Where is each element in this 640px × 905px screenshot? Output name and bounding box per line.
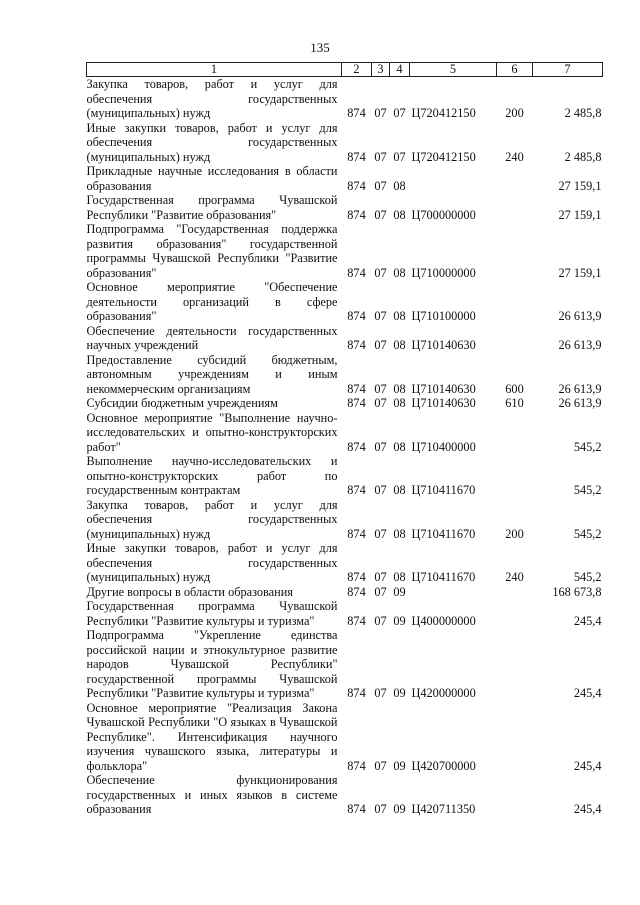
row-amount-cell: 545,2 [573,483,602,497]
row-target-article-cell: Ц710411670 [411,526,476,541]
row-name-cell: Обеспечение функционирования государственных и иных языков в системе образования [86,773,338,816]
row-subsection-cell: 07 [393,149,406,164]
table-row [87,541,603,585]
row-subsection-cell: 08 [393,483,406,497]
row-subsection-cell: 08 [393,526,406,541]
row-grbs-cell: 874 [347,584,366,599]
row-expense-type-cell [497,164,533,193]
row-grbs-cell: 874 [347,207,366,222]
header-row [87,63,603,77]
row-grbs-cell: 874 [347,802,366,816]
table-row [87,396,603,411]
row-target-article-cell: Ц710411670 [411,483,476,497]
row-name-cell: Закупка товаров, работ и услуг для обеспечения государственных (муниципальных) нужд [86,77,338,120]
row-target-article-cell: Ц400000000 [411,613,476,628]
row-amount-cell: 245,4 [573,613,602,628]
table-row [87,324,603,353]
row-subsection-cell: 08 [393,570,406,584]
row-grbs-cell: 874 [347,570,366,584]
table-row [87,628,603,701]
row-target-article-cell: Ц720412150 [411,149,476,164]
row-grbs-cell: 874 [347,338,366,352]
table-row [87,585,603,600]
row-amount-cell: 2 485,8 [564,149,602,164]
row-name-cell: Прикладные научные исследования в области образования [86,164,338,193]
row-grbs-cell: 874 [347,178,366,193]
row-grbs-cell: 874 [347,396,366,410]
row-expense-type-cell [497,193,533,222]
header-col-2: 2 [342,63,372,77]
row-amount-cell: 27 159,1 [558,207,602,222]
table-row [87,599,603,628]
header-col-3: 3 [372,63,390,77]
row-amount-cell: 26 613,9 [558,396,602,410]
table-row [87,454,603,498]
row-target-article-cell: Ц710140630 [411,381,476,396]
row-target-article-cell [410,164,497,193]
row-name-cell: Закупка товаров, работ и услуг для обеспечения государственных (муниципальных) нужд [86,497,338,541]
row-expense-type-cell [497,454,533,498]
row-section-cell: 07 [374,149,387,164]
row-section-cell: 07 [374,309,387,323]
row-expense-type-cell [497,773,533,817]
row-subsection-cell: 08 [393,381,406,396]
row-section-cell: 07 [374,758,387,773]
table-row [87,164,603,193]
row-amount-cell: 26 613,9 [558,338,602,352]
row-expense-type-cell [497,585,533,600]
row-section-cell: 07 [374,265,387,280]
row-grbs-cell: 874 [347,309,366,323]
row-target-article-cell [410,585,497,600]
row-expense-type-cell [497,411,533,455]
row-expense-type-cell [497,222,533,280]
row-subsection-cell: 09 [393,802,406,816]
row-grbs-cell: 874 [347,483,366,497]
table-row [87,77,603,121]
row-grbs-cell: 874 [347,381,366,396]
row-section-cell: 07 [374,439,387,454]
row-subsection-cell: 08 [393,338,406,352]
row-section-cell: 07 [374,396,387,410]
header-col-1: 1 [87,63,342,77]
row-expense-type-cell [497,324,533,353]
row-subsection-cell: 08 [393,265,406,280]
row-expense-type-cell [497,701,533,774]
row-target-article-cell: Ц720412150 [411,106,476,120]
row-amount-cell: 26 613,9 [558,309,602,323]
row-expense-type-cell [497,628,533,701]
row-section-cell: 07 [374,106,387,120]
table-row [87,773,603,817]
row-subsection-cell: 08 [393,396,406,410]
row-subsection-cell: 09 [393,584,406,599]
row-target-article-cell: Ц710400000 [411,439,476,454]
row-name-cell: Государственная программа Чувашской Республики "Развитие культуры и туризма" [86,599,338,628]
row-expense-type-cell: 200 [505,106,524,120]
row-name-cell: Основное мероприятие "Выполнение научно-исследовательских и опытно-конструкторских работ" [86,410,338,454]
row-section-cell: 07 [374,178,387,193]
row-section-cell: 07 [374,613,387,628]
row-amount-cell: 27 159,1 [558,265,602,280]
row-amount-cell: 545,2 [573,570,602,584]
row-amount-cell: 245,4 [573,758,602,773]
row-expense-type-cell: 200 [505,526,524,541]
row-subsection-cell: 09 [393,613,406,628]
table-body [87,77,603,817]
row-subsection-cell: 08 [393,439,406,454]
row-expense-type-cell [497,599,533,628]
row-section-cell: 07 [374,686,387,700]
row-expense-type-cell: 600 [505,381,524,396]
table-row [87,222,603,280]
row-name-cell: Государственная программа Чувашской Республики "Развитие образования" [86,193,338,222]
row-name-cell: Субсидии бюджетным учреждениям [86,396,278,410]
row-subsection-cell: 08 [393,207,406,222]
row-name-cell: Подпрограмма "Государственная поддержка развития образования" государственной программы Чувашской Республики "Развитие образования" [86,222,338,280]
table-row [87,193,603,222]
row-amount-cell: 168 673,8 [552,584,602,599]
row-grbs-cell: 874 [347,686,366,700]
row-name-cell: Выполнение научно-исследовательских и опытно-конструкторских работ по государственным контрактам [86,454,338,497]
row-section-cell: 07 [374,526,387,541]
row-grbs-cell: 874 [347,526,366,541]
row-name-cell: Основное мероприятие "Обеспечение деятельности организаций в сфере образования" [86,280,338,323]
row-amount-cell: 2 485,8 [564,106,602,120]
row-name-cell: Иные закупки товаров, работ и услуг для обеспечения государственных (муниципальных) нужд [86,541,338,584]
row-section-cell: 07 [374,338,387,352]
row-subsection-cell: 07 [393,106,406,120]
row-subsection-cell: 08 [393,178,406,193]
budget-table [86,62,603,817]
row-expense-type-cell: 610 [505,396,524,410]
row-section-cell: 07 [374,483,387,497]
row-name-cell: Обеспечение деятельности государственных научных учреждений [86,323,338,352]
header-col-4: 4 [390,63,410,77]
row-grbs-cell: 874 [347,613,366,628]
row-name-cell: Другие вопросы в области образования [86,584,293,599]
row-section-cell: 07 [374,570,387,584]
table-row [87,280,603,324]
header-col-7: 7 [533,63,603,77]
row-name-cell: Основное мероприятие "Реализация Закона Чувашской Республики "О языках в Чувашской Республике". Интенсификация научного изучения чувашского языка, литературы и фольклора" [86,700,338,773]
row-amount-cell: 26 613,9 [558,381,602,396]
row-grbs-cell: 874 [347,439,366,454]
row-expense-type-cell: 240 [505,149,524,164]
row-subsection-cell: 09 [393,758,406,773]
row-amount-cell: 545,2 [573,526,602,541]
row-section-cell: 07 [374,207,387,222]
header-col-6: 6 [497,63,533,77]
row-grbs-cell: 874 [347,106,366,120]
row-target-article-cell: Ц420000000 [411,686,476,700]
table-row [87,121,603,165]
row-target-article-cell: Ц710140630 [411,338,476,352]
row-target-article-cell: Ц420700000 [411,758,476,773]
row-target-article-cell: Ц700000000 [411,207,476,222]
row-grbs-cell: 874 [347,149,366,164]
table-row [87,701,603,774]
row-subsection-cell: 09 [393,686,406,700]
row-target-article-cell: Ц420711350 [411,802,476,816]
table-row [87,411,603,455]
header-col-5: 5 [410,63,497,77]
table-row [87,353,603,397]
row-amount-cell: 245,4 [573,686,602,700]
row-expense-type-cell: 240 [505,570,524,584]
row-expense-type-cell [497,280,533,324]
row-amount-cell: 545,2 [573,439,602,454]
row-amount-cell: 245,4 [573,802,602,816]
row-amount-cell: 27 159,1 [558,178,602,193]
row-grbs-cell: 874 [347,758,366,773]
row-grbs-cell: 874 [347,265,366,280]
row-subsection-cell: 08 [393,309,406,323]
row-name-cell: Иные закупки товаров, работ и услуг для обеспечения государственных (муниципальных) нужд [86,120,338,164]
row-section-cell: 07 [374,802,387,816]
row-target-article-cell: Ц710140630 [411,396,476,410]
page-number: 135 [310,40,330,55]
row-section-cell: 07 [374,381,387,396]
row-name-cell: Подпрограмма "Укрепление единства российской нации и этнокультурное развитие народов Чувашской Республики" государственной программы Чувашской Республики "Развитие культуры и туризма" [86,628,338,700]
row-name-cell: Предоставление субсидий бюджетным, автономным учреждениям и иным некоммерческим организациям [86,352,338,396]
row-target-article-cell: Ц710000000 [411,265,476,280]
row-section-cell: 07 [374,584,387,599]
table-row [87,498,603,542]
row-target-article-cell: Ц710411670 [411,570,476,584]
row-target-article-cell: Ц710100000 [411,309,476,323]
